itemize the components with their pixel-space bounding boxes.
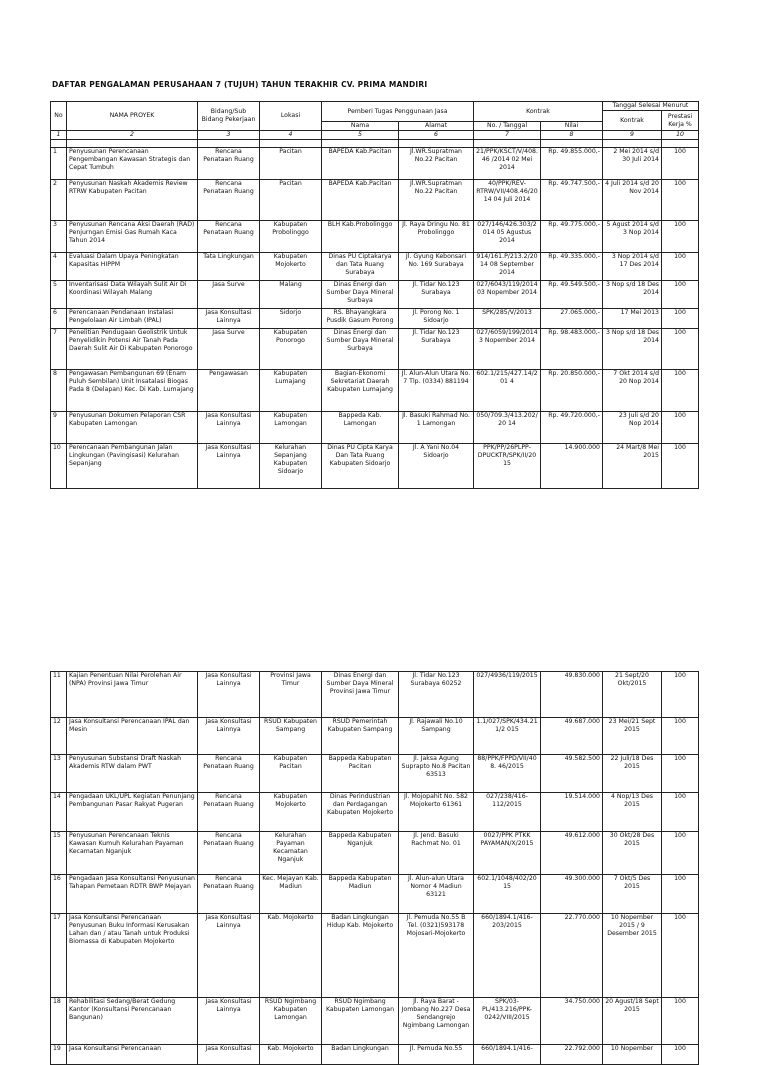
cell-nilai: 49.582.500: [541, 755, 603, 793]
cell-no-tanggal: 660/1894.1/416-203/2015: [474, 914, 541, 998]
cell-nilai: Rp. 49.775.000,-: [541, 221, 603, 253]
cell-pemberi: Dinas Perindustrian dan Perdagangan Kabupaten Mojokerto: [322, 793, 399, 832]
experience-table: [50, 101, 699, 489]
table-row: [51, 148, 699, 180]
cell-nama-proyek: Pengadaan UKL/UPL Kegiatan Penunjang Pembangunan Pasar Rakyat Pugeran: [67, 793, 198, 832]
page-title: DAFTAR PENGALAMAN PERUSAHAAN 7 (TUJUH) TAHUN TERAKHIR CV. PRIMA MANDIRI: [52, 80, 428, 89]
cell-no-tanggal: 027/146/426.303/2014 05 Agustus 2014: [474, 221, 541, 253]
cell-no-tanggal: 914/161.P/213.2/2014 08 September 2014: [474, 253, 541, 281]
cell-pemberi: Dinas Energi dan Sumber Daya Mineral Surbaya: [322, 329, 399, 370]
cell-selesai: 30 Okt/28 Des 2015: [603, 832, 662, 875]
cell-bidang: Jasa Surve: [198, 281, 260, 309]
table-row: [51, 672, 699, 718]
cell-prestasi: 100: [662, 281, 699, 309]
cell-no-tanggal: SPK/285/V/2013: [474, 309, 541, 329]
cell-nama-proyek: Penyusunan Naskah Akademis Review RTRW Kabupaten Pacitan: [67, 180, 198, 221]
cell-selesai: 7 Okt/5 Des 2015: [603, 875, 662, 914]
cell-alamat: Jl. Porong No. 1 Sidoarjo: [399, 309, 474, 329]
header-no-tanggal: No. / Tanggal: [474, 122, 541, 131]
cell-lokasi: Pacitan: [260, 180, 322, 221]
table-row: [51, 370, 699, 412]
cell-alamat: Jl. Alun-alun Utara Nomor 4 Madiun 63121: [399, 875, 474, 914]
cell-no: 9: [51, 412, 67, 444]
cell-selesai: 3 Nop s/d 18 Des 2014: [603, 329, 662, 370]
cell-bidang: Rencana Penataan Ruang: [198, 180, 260, 221]
cell-no-tanggal: 027/6043/119/2014 03 Nopember 2014: [474, 281, 541, 309]
cell-selesai: 7 Okt 2014 s/d 20 Nop 2014: [603, 370, 662, 412]
cell-prestasi: 100: [662, 309, 699, 329]
cell-no: 16: [51, 875, 67, 914]
cell-no-tanggal: 050/709.3/413.202/20 14: [474, 412, 541, 444]
cell-pemberi: RSUD Ngimbang Kabupaten Lamongan: [322, 998, 399, 1045]
cell-prestasi: 100: [662, 672, 699, 718]
col-number: 4: [260, 131, 322, 140]
cell-no: 2: [51, 180, 67, 221]
table-row: [51, 1045, 699, 1065]
cell-nilai: 22.792.000: [541, 1045, 603, 1065]
table-row: [51, 329, 699, 370]
cell-alamat: Jl. Pemuda No.55: [399, 1045, 474, 1065]
cell-prestasi: 100: [662, 444, 699, 489]
cell-selesai: 20 Agust/18 Sept 2015: [603, 998, 662, 1045]
cell-nama-proyek: Jasa Konsultansi Perencanaan IPAL dan Mesin: [67, 718, 198, 755]
cell-pemberi: Dinas Energi dan Sumber Daya Mineral Surbaya: [322, 281, 399, 309]
cell-prestasi: 100: [662, 253, 699, 281]
cell-prestasi: 100: [662, 1045, 699, 1065]
cell-prestasi: 100: [662, 180, 699, 221]
cell-nilai: 14.900.000: [541, 444, 603, 489]
cell-selesai: 24 Mart/8 Mei 2015: [603, 444, 662, 489]
cell-no-tanggal: SPK/03-PL/413.216/PPK-0242/VIII/2015: [474, 998, 541, 1045]
cell-nama-proyek: Rehabilitasi Sedang/Berat Gedung Kantor (Konsultansi Perencanaan Bangunan): [67, 998, 198, 1045]
cell-lokasi: Kabupaten Mojokerto: [260, 793, 322, 832]
cell-selesai: 21 Sept/20 Okt/2015: [603, 672, 662, 718]
cell-pemberi: Bappeda Kab. Lamongan: [322, 412, 399, 444]
cell-nilai: 49.830.000: [541, 672, 603, 718]
cell-pemberi: BAPEDA Kab.Pacitan: [322, 180, 399, 221]
cell-alamat: Jl. Tidar No.123 Surabaya 60252: [399, 672, 474, 718]
cell-no: 10: [51, 444, 67, 489]
cell-alamat: Jl. Tidar No.123 Surabaya: [399, 329, 474, 370]
cell-no-tanggal: 027/238/416-112/2015: [474, 793, 541, 832]
cell-nilai: 22.770.000: [541, 914, 603, 998]
cell-nilai: Rp. 49.335.000,-: [541, 253, 603, 281]
cell-nilai: Rp. 49.549.500,-: [541, 281, 603, 309]
cell-bidang: Jasa Konsultasi Lainnya: [198, 998, 260, 1045]
cell-no-tanggal: 0027/PPK PTKK PAYAMAN/X/2015: [474, 832, 541, 875]
cell-nama-proyek: Inventarisasi Data Wilayah Sulit Air Di Koordinasi Wilayah Malang: [67, 281, 198, 309]
cell-bidang: Jasa Konsultasi Lainnya: [198, 309, 260, 329]
cell-nilai: 49.687.000: [541, 718, 603, 755]
cell-no: 17: [51, 914, 67, 998]
cell-nilai: 19.514.000: [541, 793, 603, 832]
cell-prestasi: 100: [662, 329, 699, 370]
cell-lokasi: Kab. Mojokerto: [260, 1045, 322, 1065]
cell-no: 19: [51, 1045, 67, 1065]
cell-prestasi: 100: [662, 755, 699, 793]
table-row: [51, 914, 699, 998]
cell-alamat: Jl.WR.Supratman No.22 Pacitan: [399, 148, 474, 180]
cell-selesai: 23 Juli s/d 20 Nop 2014: [603, 412, 662, 444]
cell-lokasi: Kabupaten Lamongan: [260, 412, 322, 444]
cell-nilai: Rp. 49.747.500,-: [541, 180, 603, 221]
cell-pemberi: BLH Kab.Probolinggo: [322, 221, 399, 253]
cell-no: 18: [51, 998, 67, 1045]
header-kontrak: Kontrak: [474, 102, 603, 122]
cell-prestasi: 100: [662, 718, 699, 755]
cell-nama-proyek: Perencanaan Pembangunan Jalan Lingkungan (Pavingisasi) Kelurahan Sepanjang: [67, 444, 198, 489]
cell-selesai: 4 Nop/13 Des 2015: [603, 793, 662, 832]
cell-selesai: 17 Mei 2013: [603, 309, 662, 329]
cell-nama-proyek: Penyusunan Rencana Aksi Daerah (RAD) Penjurngan Emisi Gas Rumah Kaca Tahun 2014: [67, 221, 198, 253]
cell-bidang: Jasa Konsultasi Lainnya: [198, 718, 260, 755]
cell-no-tanggal: PPK/PP/26PLPP-DPUCKTR/SPK/II/2015: [474, 444, 541, 489]
cell-pemberi: Dinas PU Cipta Karya Dan Tata Ruang Kabupaten Sidoarjo: [322, 444, 399, 489]
col-number: 10: [662, 131, 699, 140]
cell-bidang: Rencana Penataan Ruang: [198, 832, 260, 875]
cell-selesai: 10 Nopember 2015 / 9 Desember 2015: [603, 914, 662, 998]
cell-pemberi: Bappeda Kabupaten Pacitan: [322, 755, 399, 793]
header-alamat: Alamat: [399, 122, 474, 131]
cell-no: 3: [51, 221, 67, 253]
cell-no: 13: [51, 755, 67, 793]
cell-bidang: Jasa Surve: [198, 329, 260, 370]
cell-selesai: 10 Nopember: [603, 1045, 662, 1065]
cell-prestasi: 100: [662, 793, 699, 832]
cell-prestasi: 100: [662, 221, 699, 253]
cell-lokasi: RSUD Ngimbang Kabupaten Lamongan: [260, 998, 322, 1045]
cell-alamat: Jl. Jaksa Agung Suprapto No.8 Pacitan 63513: [399, 755, 474, 793]
cell-lokasi: RSUD Kabupaten Sampang: [260, 718, 322, 755]
cell-prestasi: 100: [662, 412, 699, 444]
col-number: 7: [474, 131, 541, 140]
cell-prestasi: 100: [662, 914, 699, 998]
cell-pemberi: Dinas PU Ciptakarya dan Tata Ruang Surabaya: [322, 253, 399, 281]
cell-nilai: 49.300.000: [541, 875, 603, 914]
cell-alamat: Jl. Alun-Alun Utara No. 7 Tlp. (0334) 881194: [399, 370, 474, 412]
cell-nama-proyek: Kajian Penentuan Nilai Perolehan Air (NPA) Provinsi Jawa Timur: [67, 672, 198, 718]
cell-no: 7: [51, 329, 67, 370]
cell-pemberi: Bappeda Kabupaten Madiun: [322, 875, 399, 914]
cell-bidang: Jasa Konsultasi Lainnya: [198, 444, 260, 489]
cell-selesai: 3 Nop s/d 18 Des 2014: [603, 281, 662, 309]
cell-nama-proyek: Perencanaan Pendanaan Instalasi Pengelolaan Air Limbah (IPAL): [67, 309, 198, 329]
cell-nilai: 34.750.000: [541, 998, 603, 1045]
cell-nama-proyek: Jasa Konsultansi Perencanaan: [67, 1045, 198, 1065]
cell-no: 11: [51, 672, 67, 718]
cell-nama-proyek: Penyusunan Perencanaan Pengembangan Kawasan Strategis dan Cepat Tumbuh: [67, 148, 198, 180]
cell-no-tanggal: 027/6059/199/2014 3 Nopember 2014: [474, 329, 541, 370]
header-nama-proyek: NAMA PROYEK: [67, 102, 198, 131]
table-row: [51, 832, 699, 875]
cell-bidang: Jasa Konsultasi Lainnya: [198, 914, 260, 998]
header-prestasi: Prestasi Kerja %: [662, 111, 699, 131]
cell-bidang: Jasa Konsultasi Lainnya: [198, 672, 260, 718]
table-row: [51, 998, 699, 1045]
cell-nama-proyek: Evaluasi Dalam Upaya Peningkatan Kapasitas HIPPM: [67, 253, 198, 281]
cell-lokasi: Kec. Mejayan Kab. Madiun: [260, 875, 322, 914]
cell-bidang: Pengawasan: [198, 370, 260, 412]
table-row: [51, 281, 699, 309]
cell-lokasi: Kelurahan Payaman Kecamatan Nganjuk: [260, 832, 322, 875]
cell-pemberi: Badan Lingkungan Hidup Kab. Mojokerto: [322, 914, 399, 998]
cell-prestasi: 100: [662, 875, 699, 914]
header-tanggal-selesai: Tanggal Selesai Menurut: [603, 102, 699, 111]
cell-alamat: Jl. Mojopahit No. 582 Mojokerto 61361: [399, 793, 474, 832]
cell-prestasi: 100: [662, 832, 699, 875]
header-lokasi: Lokasi: [260, 102, 322, 131]
cell-no: 5: [51, 281, 67, 309]
header-bidang: Bidang/Sub Bidang Pekerjaan: [198, 102, 260, 131]
table-row: [51, 253, 699, 281]
header-no: No: [51, 102, 67, 131]
cell-alamat: Jl.WR.Supratman No.22 Pacitan: [399, 180, 474, 221]
column-number-row: [51, 131, 699, 140]
cell-nilai: Rp. 49.855.000,-: [541, 148, 603, 180]
cell-bidang: Jasa Konsultasi Lainnya: [198, 412, 260, 444]
cell-bidang: Jasa Konsultasi: [198, 1045, 260, 1065]
cell-selesai: 5 Agust 2014 s/d 3 Nop 2014: [603, 221, 662, 253]
cell-no: 15: [51, 832, 67, 875]
cell-no: 1: [51, 148, 67, 180]
cell-nilai: Rp. 98.483.000,-: [541, 329, 603, 370]
table-row: [51, 875, 699, 914]
cell-no-tanggal: 1.1/027/SPK/434.211/2 015: [474, 718, 541, 755]
col-number: 8: [541, 131, 603, 140]
cell-alamat: Jl. Raya Dringu No. 81 Probolinggo: [399, 221, 474, 253]
table-row: [51, 412, 699, 444]
col-number: 3: [198, 131, 260, 140]
cell-alamat: Jl. Raya Barat - Jombang No.227 Desa Sendangrejo Ngimbang Lamongan: [399, 998, 474, 1045]
cell-nama-proyek: Pengawasan Pembangunan 69 (Enam Puluh Sembilan) Unit Insatalasi Biogas Pada 8 (Delapan) Kec. Di Kab. Lumajang: [67, 370, 198, 412]
cell-alamat: Jl. Tidar No.123 Surabaya: [399, 281, 474, 309]
header-kontrak-selesai: Kontrak: [603, 111, 662, 131]
cell-alamat: Jl. Basuki Rahmad No. 1 Lamongan: [399, 412, 474, 444]
cell-pemberi: Badan Lingkungan: [322, 1045, 399, 1065]
cell-lokasi: Kabupaten Mojokerto: [260, 253, 322, 281]
cell-nama-proyek: Penyusunan Dokumen Pelaporan CSR Kabupaten Lamongan: [67, 412, 198, 444]
table-row: [51, 793, 699, 832]
cell-nama-proyek: Penyusunan Substansi Draft Naskah Akademis RTW dalam PWT: [67, 755, 198, 793]
cell-prestasi: 100: [662, 148, 699, 180]
table-row: [51, 718, 699, 755]
cell-bidang: Rencana Penataan Ruang: [198, 221, 260, 253]
col-number: 5: [322, 131, 399, 140]
cell-nama-proyek: Penyusunan Perencanaan Teknis Kawasan Kumuh Kelurahan Payaman Kecamatan Nganjuk: [67, 832, 198, 875]
cell-pemberi: RSUD Pemerintah Kabupaten Sampang: [322, 718, 399, 755]
cell-no-tanggal: 602.1/215/427.14/201 4: [474, 370, 541, 412]
header-pemberi-tugas: Pemberi Tugas Penggunaan Jasa: [322, 102, 474, 122]
cell-nama-proyek: Penelitian Pendugaan Geolistrik Untuk Penyelidikin Potensi Air Tanah Pada Daerah Sulit Air Di Kabupaten Ponorogo: [67, 329, 198, 370]
cell-lokasi: Kabupaten Ponorogo: [260, 329, 322, 370]
cell-lokasi: Provinsi Jawa Timur: [260, 672, 322, 718]
cell-nama-proyek: Jasa Konsultansi Perencanaan Penyusunan Buku Informasi Kerusakan Lahan dan / atau Tanah untuk Produksi Biomassa di Kabupaten Mojokerto: [67, 914, 198, 998]
cell-pemberi: RS. Bhayangkara Pusdik Gasum Porong: [322, 309, 399, 329]
cell-no: 6: [51, 309, 67, 329]
cell-selesai: 2 Mei 2014 s/d 30 Juli 2014: [603, 148, 662, 180]
cell-no-tanggal: 602.1/1048/402/2015: [474, 875, 541, 914]
table-row: [51, 755, 699, 793]
cell-lokasi: Pacitan: [260, 148, 322, 180]
cell-lokasi: Kabupaten Probolinggo: [260, 221, 322, 253]
cell-bidang: Tata Lingkungan: [198, 253, 260, 281]
cell-no-tanggal: 88/PPK/FPPD/VII/408. 46/2015: [474, 755, 541, 793]
cell-bidang: Rencana Penataan Ruang: [198, 148, 260, 180]
cell-bidang: Rencana Penataan Ruang: [198, 875, 260, 914]
cell-lokasi: Kabupaten Lumajang: [260, 370, 322, 412]
col-number: 2: [67, 131, 198, 140]
table-row: [51, 444, 699, 489]
cell-nilai: 49.612.000: [541, 832, 603, 875]
cell-lokasi: Kelurahan Sepanjang Kabupaten Sidoarjo: [260, 444, 322, 489]
table-row: [51, 180, 699, 221]
cell-selesai: 22 Juli/18 Des 2015: [603, 755, 662, 793]
cell-pemberi: BAPEDA Kab.Pacitan: [322, 148, 399, 180]
col-number: 9: [603, 131, 662, 140]
table-row: [51, 309, 699, 329]
cell-nilai: Rp. 49.720.000,-: [541, 412, 603, 444]
cell-no: 14: [51, 793, 67, 832]
cell-bidang: Rencana Penataan Ruang: [198, 793, 260, 832]
cell-no: 4: [51, 253, 67, 281]
cell-lokasi: Kabupaten Pacitan: [260, 755, 322, 793]
cell-pemberi: Dinas Energi dan Sumber Daya Mineral Provinsi Jawa Timur: [322, 672, 399, 718]
col-number: 1: [51, 131, 67, 140]
cell-alamat: Jl. Pemuda No.55 B Tel. (0321)593178 Mojosari-Mojokerto: [399, 914, 474, 998]
cell-no-tanggal: 027/4936/119/2015: [474, 672, 541, 718]
cell-selesai: 3 Nop 2014 s/d 17 Des 2014: [603, 253, 662, 281]
cell-bidang: Rencana Penataan Ruang: [198, 755, 260, 793]
cell-pemberi: Bagian-Ekonomi Sekretariat Daerah Kabupaten Lumajang: [322, 370, 399, 412]
cell-nilai: Rp. 20.850.000,-: [541, 370, 603, 412]
header-nilai: Nilai: [541, 122, 603, 131]
cell-nama-proyek: Pengadaan Jasa Konsultansi Penyusunan Tahapan Pemetaan RDTR BWP Mejayan: [67, 875, 198, 914]
cell-alamat: Jl. A Yani No.04 Sidoarjo: [399, 444, 474, 489]
cell-selesai: 4 Juli 2014 s/d 20 Nov 2014: [603, 180, 662, 221]
table-row: [51, 221, 699, 253]
col-number: 6: [399, 131, 474, 140]
cell-no: 12: [51, 718, 67, 755]
cell-alamat: Jl. Gyung Kebonsari No. 169 Surabaya: [399, 253, 474, 281]
cell-lokasi: Malang: [260, 281, 322, 309]
experience-table-continued: [50, 671, 699, 1065]
cell-lokasi: Kab. Mojokerto: [260, 914, 322, 998]
cell-selesai: 23 Mei/21 Sept 2015: [603, 718, 662, 755]
cell-alamat: Jl. Jend. Basuki Rachmat No. 01: [399, 832, 474, 875]
cell-alamat: Jl. Rajawali No.10 Sampang: [399, 718, 474, 755]
cell-pemberi: Bappeda Kabupaten Nganjuk: [322, 832, 399, 875]
cell-lokasi: Sidorjo: [260, 309, 322, 329]
cell-nilai: 27.065.000,-: [541, 309, 603, 329]
cell-no-tanggal: 21/PPK/KSCT/V/408.46 /2014 02 Mei 2014: [474, 148, 541, 180]
cell-no: 8: [51, 370, 67, 412]
cell-prestasi: 100: [662, 370, 699, 412]
cell-prestasi: 100: [662, 998, 699, 1045]
cell-no-tanggal: 660/1894.1/416-: [474, 1045, 541, 1065]
header-nama: Nama: [322, 122, 399, 131]
cell-no-tanggal: 40/PPK/REV-RTRW/VII/408.46/2014 04 Juli 2014: [474, 180, 541, 221]
